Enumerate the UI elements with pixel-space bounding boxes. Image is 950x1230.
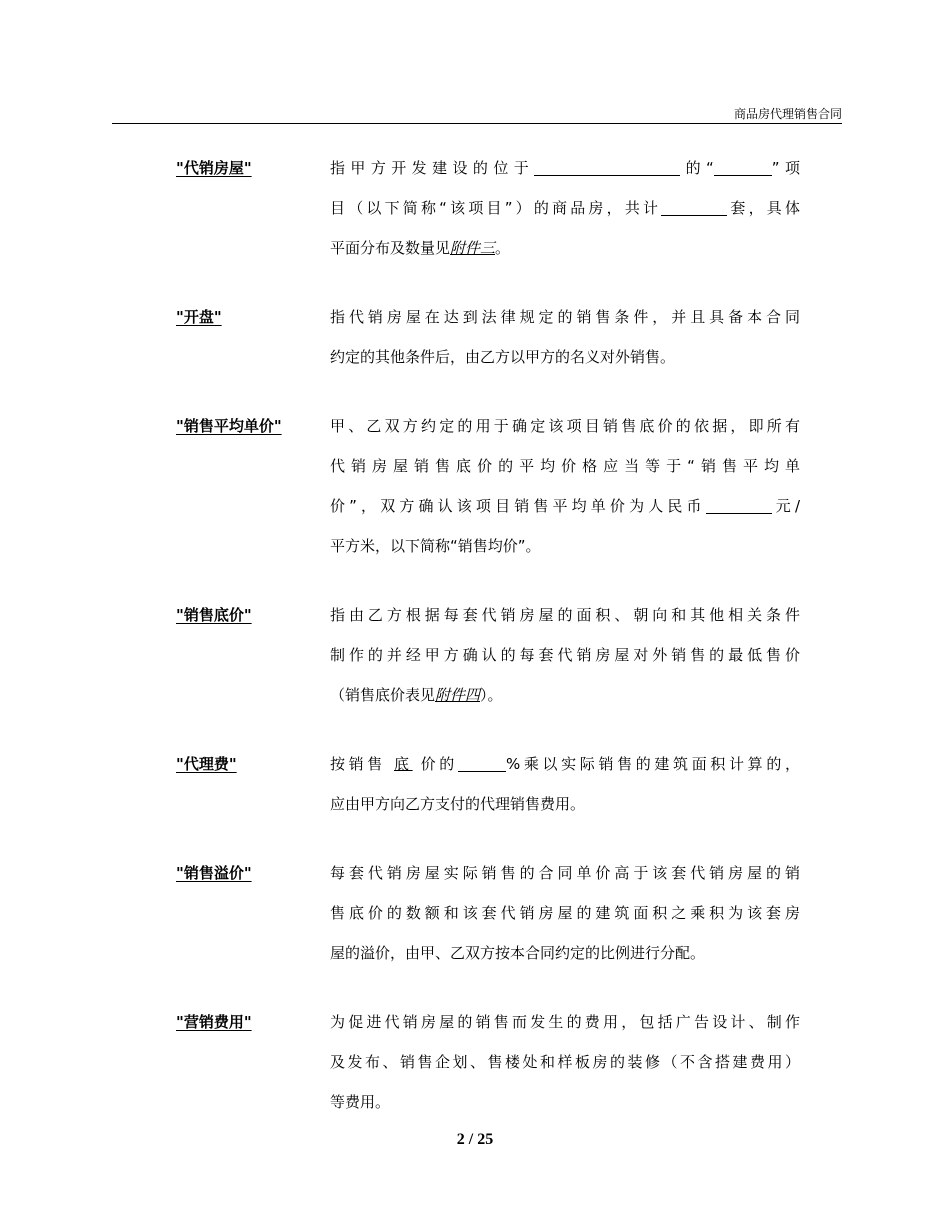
underlined-text: 底 (393, 755, 413, 773)
text-line: 甲、乙双方约定的用于确定该项目销售底价的依据，即所有 (330, 417, 800, 435)
term-label: "销售底价" (176, 606, 252, 624)
definition-text (330, 406, 800, 566)
term-label: "开盘" (176, 308, 222, 326)
text-line: 每套代销房屋实际销售的合同单价高于该套代销房屋的销 (330, 864, 800, 882)
text-line: 平面分布及数量见附件三。 (330, 239, 511, 257)
definition-text (330, 853, 800, 973)
text-line: 指甲方开发建设的位于 的“ ”项 (330, 159, 800, 177)
term-label: "销售溢价" (176, 864, 252, 882)
definition-text (330, 1002, 800, 1122)
text-line: 指由乙方根据每套代销房屋的面积、朝向和其他相关条件 (330, 606, 800, 624)
text-line: 等费用。 (330, 1093, 391, 1111)
annex-reference: 附件三 (450, 239, 496, 257)
term-label: "销售平均单价" (176, 417, 282, 435)
text-line: 目（以下简称“该项目”）的商品房，共计 套，具体 (330, 199, 800, 217)
running-header: 商品房代理销售合同 (733, 107, 842, 121)
page-number: 2 / 25 (456, 1131, 494, 1148)
text-line: 约定的其他条件后，由乙方以甲方的名义对外销售。 (330, 348, 676, 366)
term-label: "代销房屋" (176, 159, 252, 177)
text-line: 及发布、销售企划、售楼处和样板房的装修（不含搭建费用） (330, 1053, 800, 1071)
term-label: "代理费" (176, 755, 237, 773)
text-line: 价”，双方确认该项目销售平均单价为人民币 元/ (330, 497, 800, 515)
text-line: 应由甲方向乙方支付的代理销售费用。 (330, 795, 586, 813)
text-line: 按销售 底 价的 %乘以实际销售的建筑面积计算的， (330, 755, 800, 773)
text-line: 屋的溢价，由甲、乙双方按本合同约定的比例进行分配。 (330, 944, 706, 962)
definition-text (330, 744, 800, 824)
text-line: 售底价的数额和该套代销房屋的建筑面积之乘积为该套房 (330, 904, 800, 922)
definition-text (330, 148, 800, 268)
header-rule (112, 123, 842, 124)
text-line: 指代销房屋在达到法律规定的销售条件，并且具备本合同 (330, 308, 800, 326)
text-line: 为促进代销房屋的销售而发生的费用，包括广告设计、制作 (330, 1013, 800, 1031)
annex-reference: 附件四 (435, 686, 481, 704)
definition-text (330, 595, 800, 715)
text-line: 平方米，以下简称“销售均价”。 (330, 537, 541, 555)
term-label: "营销费用" (176, 1013, 252, 1031)
definition-text (330, 297, 800, 377)
text-line: 代销房屋销售底价的平均价格应当等于“销售平均单 (330, 457, 800, 475)
text-line: 制作的并经甲方确认的每套代销房屋对外销售的最低售价 (330, 646, 800, 664)
text-line: （销售底价表见附件四）。 (330, 686, 503, 704)
